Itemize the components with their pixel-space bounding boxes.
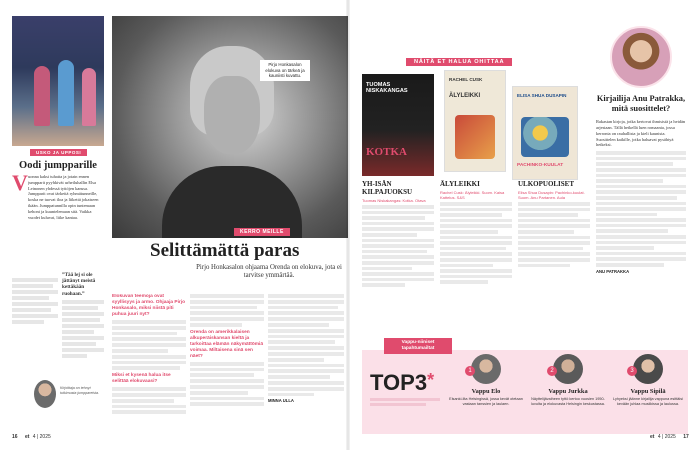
- photo-caption: Pirjo Honkasalon elokuva on tärkeä ja kauniisti kuvattu.: [260, 60, 310, 81]
- book-genre: ULKOPUOLISET: [518, 180, 575, 188]
- headline: Selittämättä paras: [150, 240, 300, 261]
- book-cover-title: KOTKA: [366, 146, 407, 158]
- reader-body: Rakastan kirjoja, jotka kertovat ihmisistä ja heidän arjestaan. Tällä hetkellä luen romaania, jossa kerronta on rauhallista ja kieli kaunista. Suosittelen kaikille, jotka haluavat pysähtyä hetkeksi.: [596, 119, 686, 148]
- page-number: 16: [12, 434, 18, 440]
- column-quote: ”Tää lej si ole jättänyt meistä kettäkään ruohaan.”: [62, 272, 96, 297]
- top3-item-title: Vappu Elo: [471, 388, 501, 395]
- byline: MINNA ULLA: [268, 398, 294, 404]
- reader-title: Kirjailija Anu Patrakka, mitä suosittelet?: [596, 94, 686, 113]
- footer-issue: 4 | 2025: [657, 434, 676, 440]
- column-body: uonna kaksi tuhatta ja jotain ennen jumpparit pyyhkivät urheiluhallin Elsa Leinonen yhdessä tyttöjen kanssa. Jumpparit ovat tärkeitä ryhmätunneille, koska ne tuovat iloa ja liikettä jokaiseen ikään. Jumppatunnilla opin tuntemaan kehoni ja kuuntelemaan sitä. Vaikka vuodet kuluvat, liike kantaa.: [28, 174, 99, 220]
- article-text: [268, 294, 344, 396]
- column-tag: USKO JA UPPOSI: [30, 149, 87, 156]
- column-body-lower: [62, 300, 104, 380]
- top3-item-text: Lyhyeksi jäänne kirjailija vappuna esittäisi kevään juhlaa musiikissa ja laulussa.: [613, 397, 683, 406]
- subhead-2: Miksi et kysenä halua itse selittää elokuvaasi?: [112, 373, 171, 385]
- article-column-3: [268, 294, 344, 428]
- book-cover-kotka: [362, 74, 434, 176]
- article-text: [190, 362, 264, 406]
- banner: NÄITÄ ET HALUA OHITTAA: [406, 58, 512, 66]
- top3-title: [370, 370, 434, 396]
- top3-portrait: [630, 354, 663, 384]
- reader-text: [596, 151, 686, 266]
- columnist-portrait: [34, 380, 56, 408]
- book-cover-author: TUOMAS NISKAKANGAS: [366, 82, 408, 95]
- book-meta: Tuomas Niskakangas: Kotka. Otava: [362, 198, 426, 203]
- reader-portrait: [610, 26, 672, 88]
- top3-item-3: [612, 354, 684, 407]
- jumpper-figure: [58, 60, 74, 126]
- footer-brand: et: [24, 434, 30, 440]
- podcast-tag: Vappu-niiniset tapahtumailtat: [384, 338, 452, 354]
- top3-label: TOP3: [370, 370, 428, 395]
- top3-item-title: Vappu Jurkka: [548, 388, 588, 395]
- jumpper-figure: [34, 66, 50, 126]
- book-cover-title: PACHINKO-KUULAT: [517, 163, 564, 168]
- book-cover-art: [455, 115, 495, 159]
- review-text: [518, 202, 590, 267]
- top3-item-title: Vappu Sipilä: [630, 388, 666, 395]
- book-cover-art: [521, 117, 569, 157]
- article-text: [112, 387, 186, 414]
- top3-portrait: [550, 354, 583, 384]
- interview-portrait: [112, 16, 348, 238]
- article-column-1: [112, 294, 186, 428]
- book-review-1: [362, 180, 434, 289]
- top3-item-2: [530, 354, 606, 407]
- column-drop-cap: V: [12, 170, 28, 195]
- footer-brand: et: [650, 434, 655, 440]
- review-text: [440, 202, 512, 284]
- book-cover-author: ELISA SHUA DUSAPIN: [517, 93, 567, 98]
- left-footer: [12, 434, 51, 440]
- kicker: KERRO MEILLE: [234, 228, 290, 236]
- column-body-continued: [12, 278, 58, 348]
- book-genre: YH-ISÄN KILPAJUOKSU: [362, 180, 413, 196]
- right-page: [350, 0, 696, 450]
- page-number: 17: [683, 434, 689, 440]
- book-meta: Elisa Shua Dusapin: Pachinko-kuulat. Suom. Anu Partanen. Aula: [518, 190, 585, 200]
- review-text: [362, 205, 434, 287]
- columnist-caption: Kirjoittaja on tehnyt tutkimusta jumppareista.: [60, 386, 99, 395]
- column-title: Oodi jumpparille: [19, 160, 97, 171]
- top3-number-badge: 2: [547, 366, 557, 376]
- top3-item-text: Elsanki-ilta Helsingissä, jossa kevät otetaan vastaan tanssien ja laulaen.: [449, 397, 523, 406]
- book-cover-author: RACHEL CUSK: [449, 77, 483, 82]
- footer-issue: 4 | 2025: [32, 434, 51, 440]
- top3-footnote: [370, 398, 440, 406]
- book-genre: ÄLYLEIKKI: [440, 180, 480, 188]
- right-footer: [650, 434, 689, 440]
- top3-star: *: [427, 370, 435, 390]
- top3-number-badge: 1: [465, 366, 475, 376]
- article-column-2: [190, 294, 264, 428]
- book-cover-pachinko: [512, 86, 578, 180]
- book-review-2: [440, 180, 512, 286]
- top3-number-badge: 3: [627, 366, 637, 376]
- deck: Pirjo Honkasalon ohjaama Orenda on elokuva, jota ei tarvitse ymmärtää.: [196, 264, 342, 280]
- book-review-3: [518, 180, 590, 269]
- subhead-1: Elokuvan teemoja ovat syyllisyys ja armo. Ohjaaja Pirjo Honkasalo, miksi niistä piti puhua juuri nyt?: [112, 294, 186, 317]
- reader-recommends: [596, 16, 686, 274]
- column-photo: [12, 16, 104, 146]
- reader-sign: ANU PATRAKKA: [596, 268, 630, 274]
- book-cover-alyleikki: [444, 70, 506, 172]
- top3-portrait: [468, 354, 501, 384]
- portrait-face: [204, 76, 260, 154]
- book-cover-title: ÄLYLEIKKI: [449, 93, 481, 99]
- subhead-3: Orenda on amerikkalaisen alkuperäiskansan kieltä ja tarkoittaa elämän näkymättömiä voimaa. Miltaisena sinä sen näet?: [190, 329, 264, 359]
- top3-item-1: [448, 354, 524, 407]
- article-text: [190, 294, 264, 327]
- jumpper-figure: [82, 68, 96, 126]
- book-meta: Rachel Cusk: Älyleikki. Suom. Kaisa Kattelus. S&S: [440, 190, 505, 200]
- article-text: [112, 320, 186, 370]
- top3-item-text: Näyttelijävaiheen tyttö kertoo vuosien 1950-luvulta ja elokuvasta Helsingin keskustassa.: [531, 397, 605, 406]
- top3-box: [362, 340, 688, 434]
